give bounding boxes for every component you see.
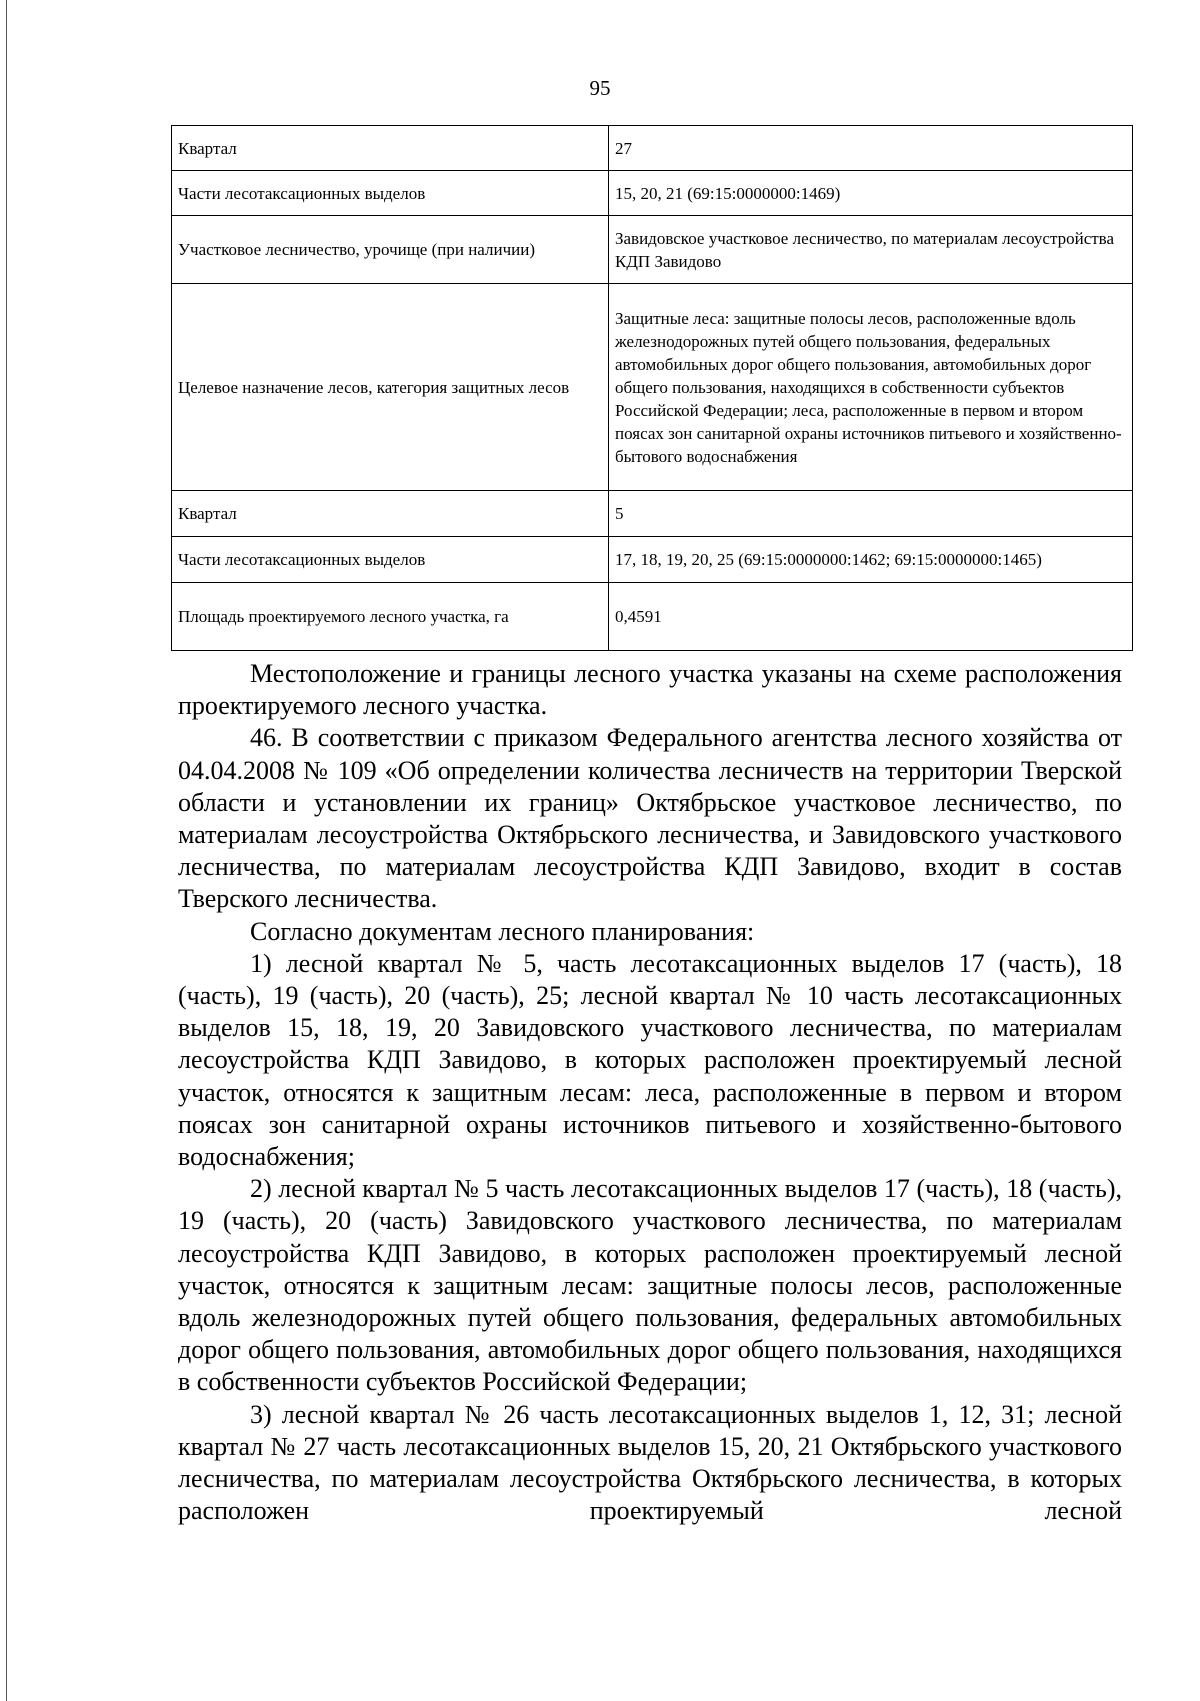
table-cell-label: Квартал: [172, 126, 609, 171]
table-cell-value: 0,4591: [609, 583, 1133, 651]
table-cell-value: 27: [609, 126, 1133, 171]
table-cell-value: 5: [609, 491, 1133, 537]
list-item-3: 3) лесной квартал № 26 часть лесотаксационных выделов 1, 12, 31; лесной квартал № 27 часть лесотаксационных выделов 15, 20, 21 Октябрьского участкового лесничества, по материалам лесоустройства Октябрьского лесничества, в которых расположен проектируемый лесной: [178, 1399, 1122, 1526]
table-cell-label: Участковое лесничество, урочище (при наличии): [172, 216, 609, 284]
scan-edge-line: [6, 0, 7, 1701]
paragraph-planning-intro: Согласно документам лесного планирования:: [250, 916, 755, 946]
list-item-1: 1) лесной квартал № 5, часть лесотаксационных выделов 17 (часть), 18 (часть), 19 (часть), 20 (часть), 25; лесной квартал № 10 часть лесотаксационных выделов 15, 18, 19, 20 Завидовского участкового лесничества, по материалам лесоустройства КДП Завидово, в которых расположен проектируемый лесной участок, относятся к защитным лесам: леса, расположенные в первом и втором поясах зон санитарной охраны источников питьевого и хозяйственно-бытового водоснабжения;: [178, 948, 1122, 1172]
page-number: 95: [589, 76, 611, 100]
table-cell-label: Части лесотаксационных выделов: [172, 171, 609, 216]
table-row: [172, 491, 1133, 537]
table-cell-label: Целевое назначение лесов, категория защитных лесов: [172, 284, 609, 491]
table-cell-value: Защитные леса: защитные полосы лесов, расположенные вдоль железнодорожных путей общего пользования, федеральных автомобильных дорог общего пользования, автомобильных дорог общего пользования, находящихся в собственности субъектов Российской Федерации; леса, расположенные в первом и втором поясах зон санитарной охраны источников питьевого и хозяйственно-бытового водоснабжения: [609, 284, 1133, 491]
table-row: [172, 216, 1133, 284]
table-row: [172, 171, 1133, 216]
list-item-2: 2) лесной квартал № 5 часть лесотаксационных выделов 17 (часть), 18 (часть), 19 (часть), 20 (часть) Завидовского участкового лесничества, по материалам лесоустройства КДП Завидово, в которых расположен проектируемый лесной участок, относятся к защитным лесам: защитные полосы лесов, расположенные вдоль железнодорожных путей общего пользования, федеральных автомобильных дорог общего пользования, автомобильных дорог общего пользования, находящихся в собственности субъектов Российской Федерации;: [178, 1174, 1122, 1397]
paragraph-location-note: Местоположение и границы лесного участка указаны на схеме расположения проектируемого лесного участка.: [178, 659, 1122, 721]
paragraph-46: 46. В соответствии с приказом Федерального агентства лесного хозяйства от 04.04.2008 № 109 «Об определении количества лесничеств на территории Тверской области и установлении их границ» Октябрьское участковое лесничество, по материалам лесоустройства Октябрьского лесничества, и Завидовского участкового лесничества, по материалам лесоустройства КДП Завидово, входит в состав Тверского лесничества.: [178, 723, 1122, 914]
forest-plot-table: [171, 125, 1133, 651]
table-row: [172, 126, 1133, 171]
table-cell-label: Части лесотаксационных выделов: [172, 537, 609, 583]
table-cell-value: 17, 18, 19, 20, 25 (69:15:0000000:1462; 69:15:0000000:1465): [609, 537, 1133, 583]
table-cell-label: Квартал: [172, 491, 609, 537]
table-row: [172, 583, 1133, 651]
table-cell-value: Завидовское участковое лесничество, по материалам лесоустройства КДП Завидово: [609, 216, 1133, 284]
table-row: [172, 537, 1133, 583]
table-cell-value: 15, 20, 21 (69:15:0000000:1469): [609, 171, 1133, 216]
body-text: [178, 658, 1122, 1527]
table-row: [172, 284, 1133, 491]
table-cell-label: Площадь проектируемого лесного участка, га: [172, 583, 609, 651]
